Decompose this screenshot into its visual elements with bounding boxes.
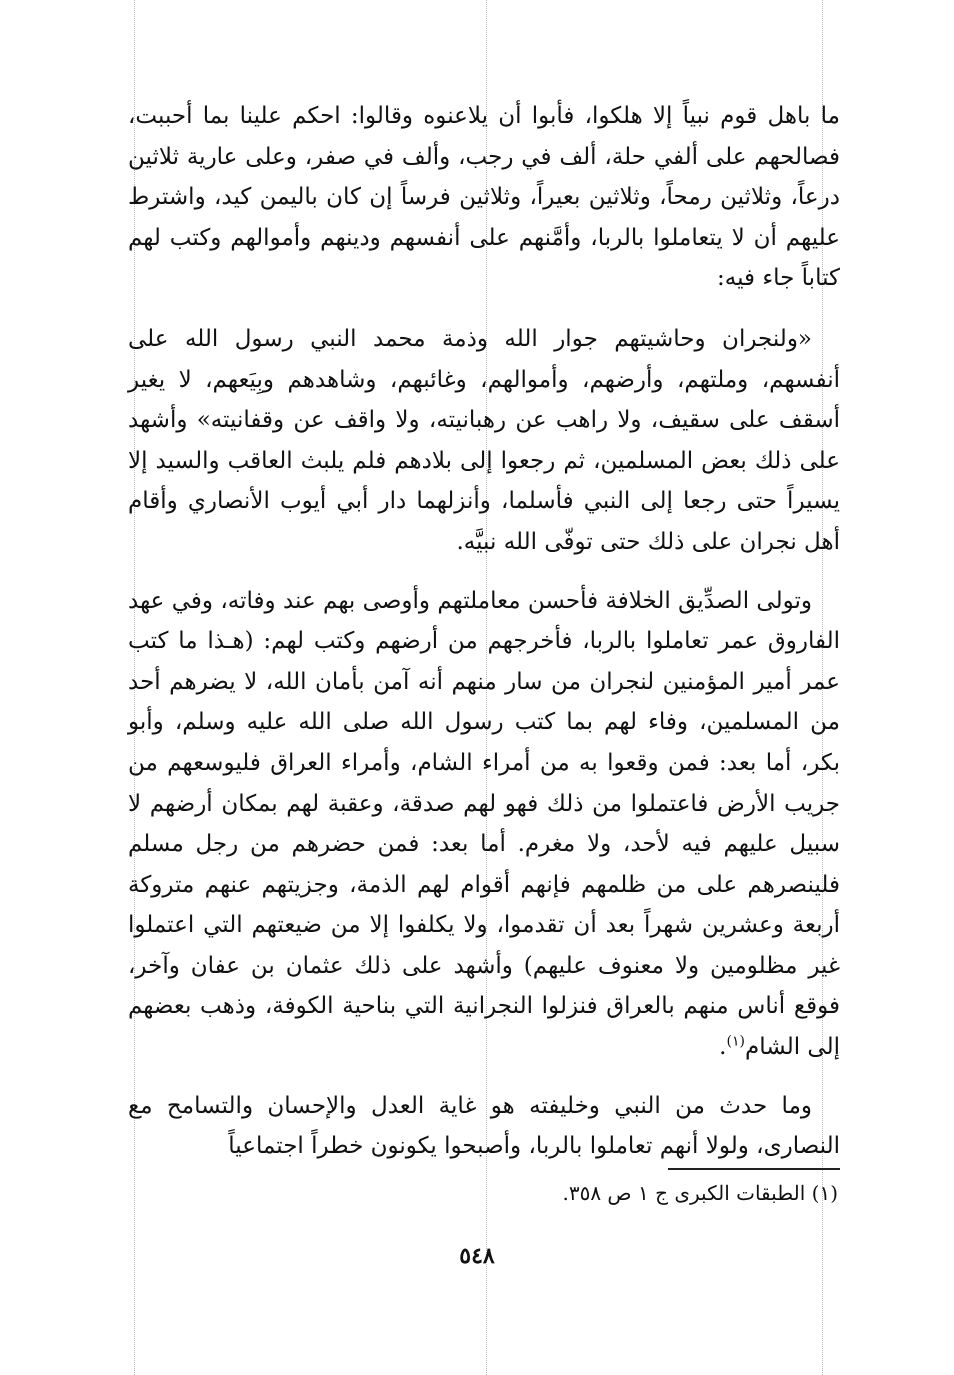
- body-text: [128, 96, 840, 1167]
- page-number: ٥٤٨: [459, 1243, 495, 1269]
- paragraph-1: ما باهل قوم نبياً إلا هلكوا، فأبوا أن يلاعنوه وقالوا: احكم علينا بما أحببت، فصالحهم على ألفي حلة، ألف في رجب، وألف في صفر، وعلى عارية ثلاثين درعاً، وثلاثين رمحاً، وثلاثين بعيراً، وثلاثين فرساً إن كان باليمن كيد، واشترط عليهم أن لا يتعاملوا بالربا، وأمَّنهم على أنفسهم ودينهم وأموالهم وكتب لهم كتاباً جاء فيه:: [128, 103, 840, 292]
- footnote: (١) الطبقات الكبرى ج ١ ص ٣٥٨.: [562, 1181, 838, 1205]
- paragraph-4: وما حدث من النبي وخليفته هو غاية العدل والإحسان والتسامح مع النصارى، ولولا أنهم تعاملوا بالربا، وأصبحوا يكونون خطراً اجتماعياً: [128, 1092, 840, 1160]
- footnote-reference: (١): [726, 1033, 745, 1050]
- paragraph-3-text: وتولى الصدِّيق الخلافة فأحسن معاملتهم وأوصى بهم عند وفاته، وفي عهد الفاروق عمر تعاملوا بالربا، فأخرجهم من أرضهم وكتب لهم: (هـذا ما كتب عمر أمير المؤمنين لنجران من سار منهم أنه آمن بأمان الله، لا يضرهم أحد من المسلمين، وفاء لهم بما كتب رسول الله صلى الله عليه وسلم، وأبو بكر، أما بعد: فمن وقعوا به من أمراء الشام، وأمراء العراق فليوسعهم من جريب الأرض فاعتملوا من ذلك فهو لهم صدقة، وعقبة لهم بمكان أرضهم لا سبيل عليهم فيه لأحد، ولا مغرم. أما بعد: فمن حضرهم من رجل مسلم فلينصرهم على من ظلمهم فإنهم أقوام لهم الذمة، وجزيتهم عنهم متروكة أربعة وعشرين شهراً بعد أن تقدموا، ولا يكلفوا إلا من ضيعتهم التي اعتملوا غير مظلومين ولا معنوف عليهم) وأشهد على ذلك عثمان بن عفان وآخر، فوقع أناس منهم بالعراق فنزلوا النجرانية التي بناحية الكوفة، وذهب بعضهم إلى الشام: [128, 587, 840, 1061]
- paragraph-3: [128, 581, 840, 1068]
- paragraph-2: «ولنجران وحاشيتهم جوار الله وذمة محمد النبي رسول الله على أنفسهم، وملتهم، وأرضهم، وأموالهم، وغائبهم، وشاهدهم وبِيَعهم، لا يغير أسقف على سقيف، ولا راهب عن رهبانيته، ولا واقف عن وقفانيته» وأشهد على ذلك بعض المسلمين، ثم رجعوا إلى بلادهم فلم يلبث العاقب والسيد إلا يسيراً حتى رجعا إلى النبي فأسلما، وأنزلهما دار أبي أيوب الأنصاري وأقام أهل نجران على ذلك حتى توفّى الله نبيَّه.: [128, 325, 840, 555]
- footnote-separator: [668, 1168, 840, 1170]
- paragraph-3-end: .: [719, 1034, 727, 1061]
